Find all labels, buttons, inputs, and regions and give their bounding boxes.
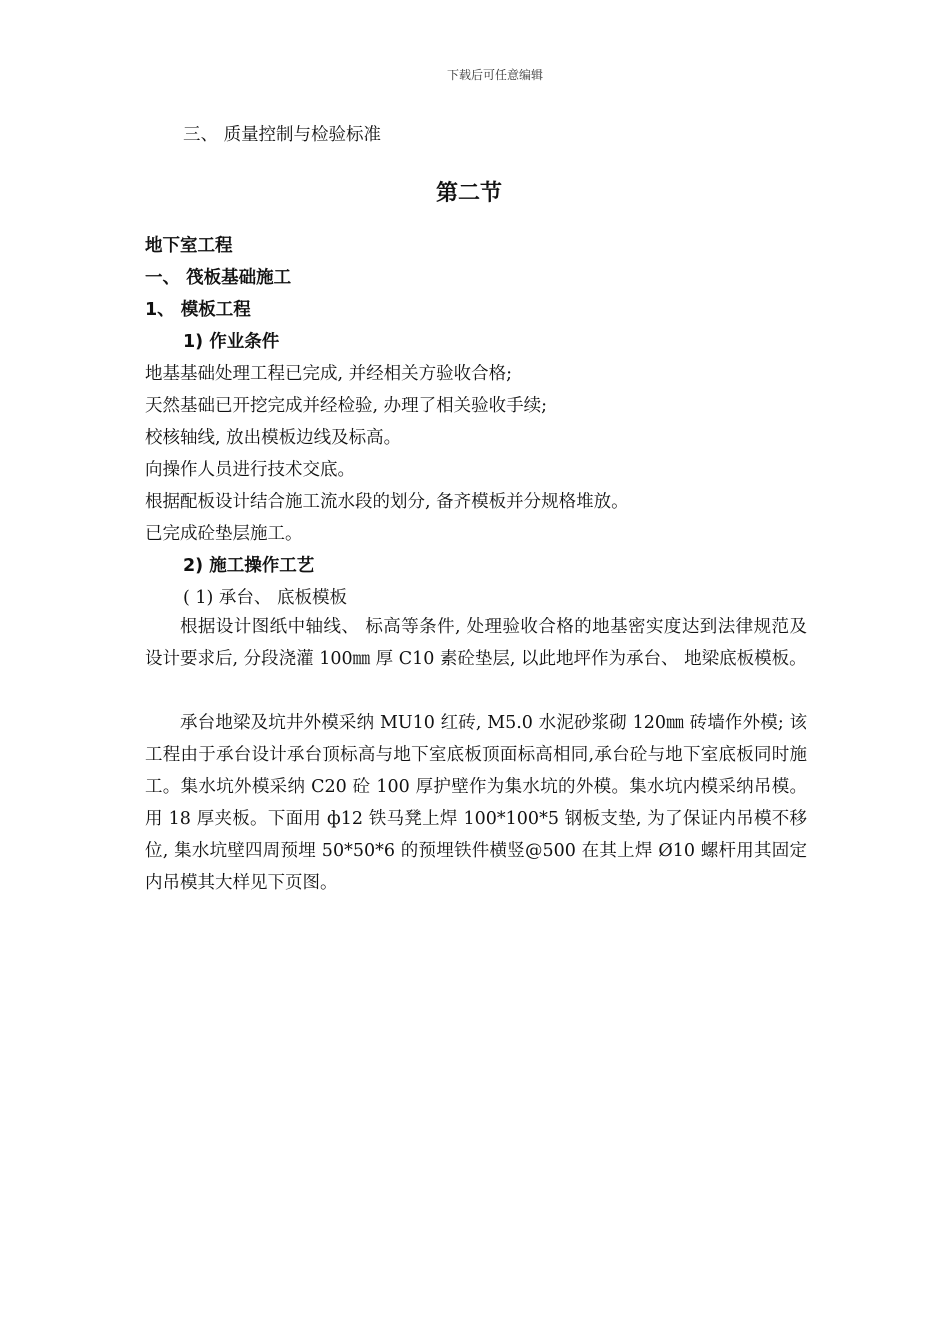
sub-sub-heading-cap-slab: ( 1) 承台、 底板模板 (183, 588, 347, 608)
item-one-heading: 1、 模板工程 (145, 300, 251, 320)
condition-line-4: 向操作人员进行技术交底。 (145, 460, 355, 480)
condition-line-1: 地基基础处理工程已完成, 并经相关方验收合格; (145, 364, 513, 384)
condition-line-6: 已完成砼垫层施工。 (145, 524, 303, 544)
sub-heading-process: 2) 施工操作工艺 (183, 556, 315, 576)
chapter-title: 第二节 (435, 181, 502, 206)
paragraph-formwork: 承台地梁及坑井外模采纳 MU10 红砖, M5.0 水泥砂浆砌 120㎜ 砖墙作外模; 该工程由于承台设计承台顶标高与地下室底板顶面标高相同,承台砼与地下室底板同时施工。集水坑外模采纳 C20 砼 100 厚护壁作为集水坑的外模。集水坑内模采纳吊模。用 18 厚夹板。下面用 ф12 铁马凳上焊 100*100*5 钢板支垫, 为了保证内吊模不移位, 集水坑壁四周预埋 50*50*6 的预埋铁件横竖@500 在其上焊 Ø10 螺杆用其固定内吊模其大样见下页图。 (145, 713, 807, 893)
condition-line-5: 根据配板设计结合施工流水段的划分, 备齐模板并分规格堆放。 (145, 492, 629, 512)
basement-heading: 地下室工程 (145, 236, 233, 256)
section-three-heading: 三、 质量控制与检验标准 (183, 125, 382, 145)
condition-line-3: 校核轴线, 放出模板边线及标高。 (145, 428, 402, 448)
part-one-heading: 一、 筏板基础施工 (145, 268, 292, 288)
paragraph-cushion: 根据设计图纸中轴线、 标高等条件, 处理验收合格的地基密实度达到法律规范及设计要求后, 分段浇灌 100㎜ 厚 C10 素砼垫层, 以此地坪作为承台、 地梁底板模板。 (145, 617, 807, 669)
sub-heading-conditions: 1) 作业条件 (183, 332, 280, 352)
header-note: 下载后可任意编辑 (446, 68, 543, 82)
condition-line-2: 天然基础已开挖完成并经检验, 办理了相关验收手续; (145, 396, 548, 416)
